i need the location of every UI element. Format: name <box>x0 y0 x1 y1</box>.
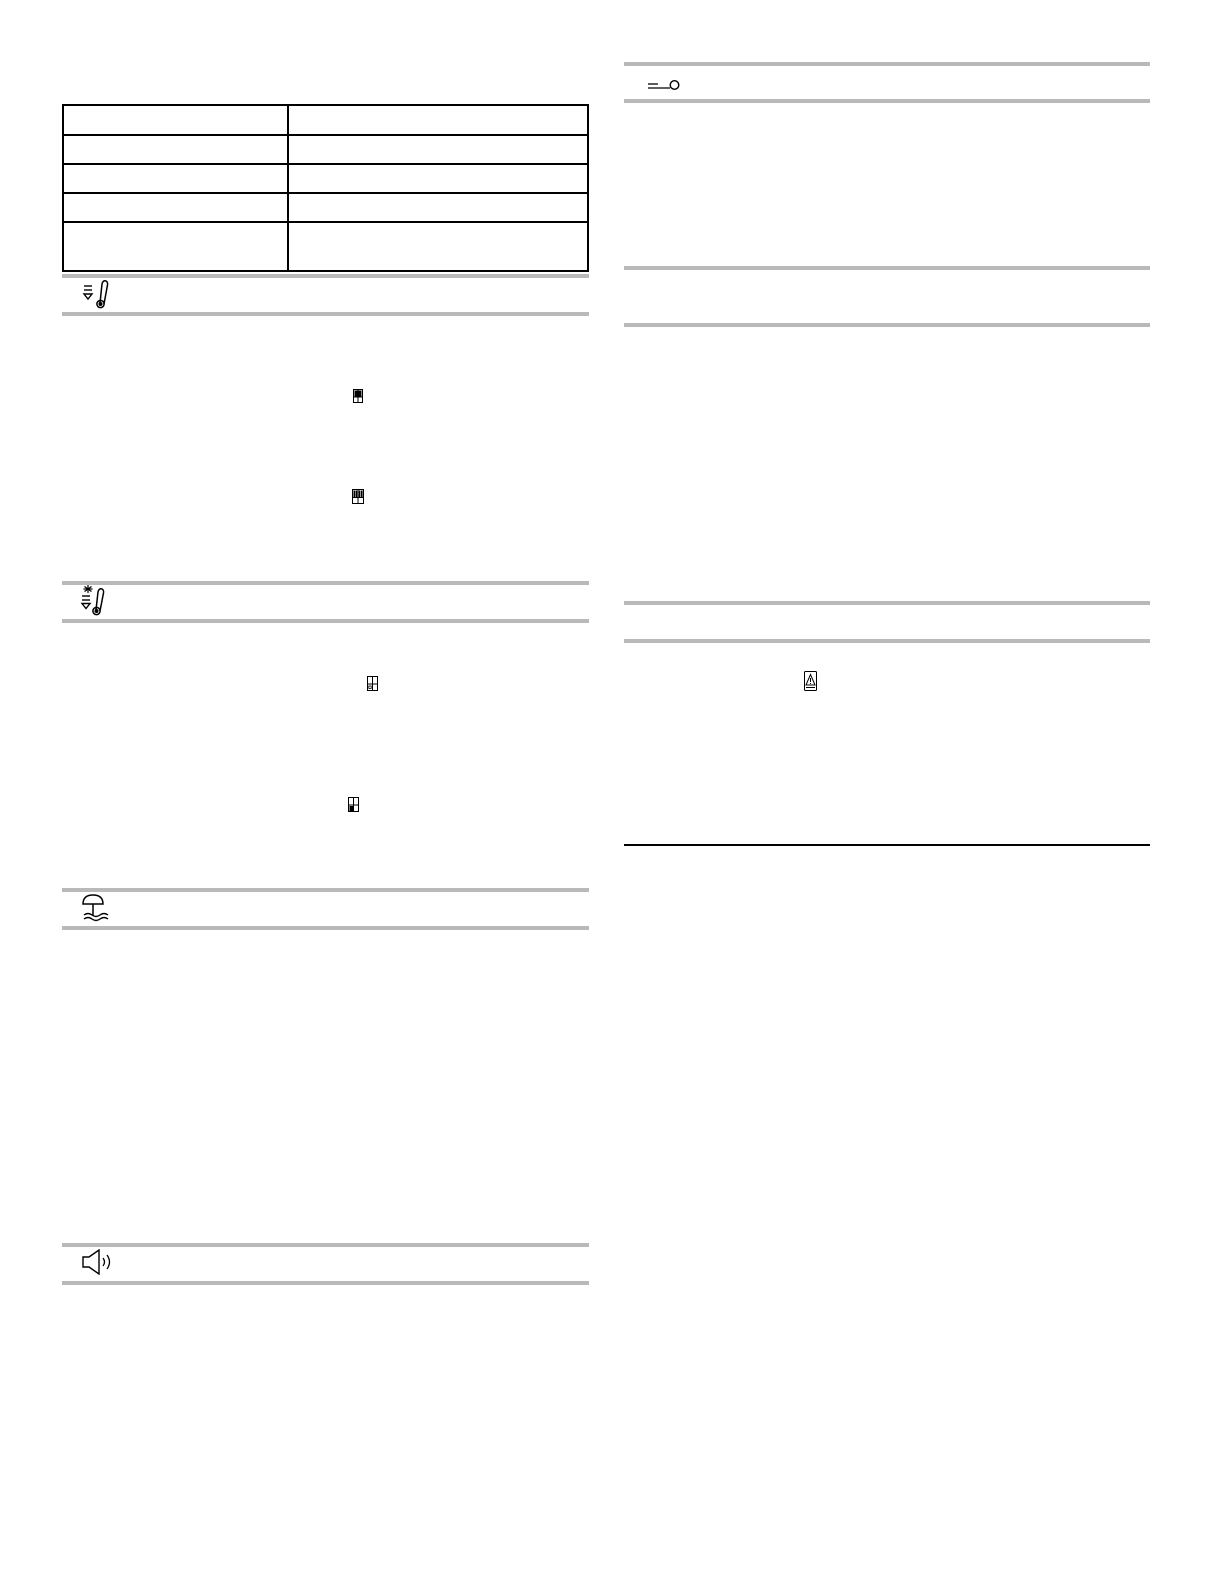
section-divider-top <box>624 601 1150 605</box>
table-row <box>63 193 588 222</box>
section-divider-top <box>62 888 589 892</box>
section-divider-top <box>624 62 1150 66</box>
section-divider-top <box>624 266 1150 270</box>
table-cell <box>63 222 288 271</box>
key-lock-icon <box>646 78 682 94</box>
vacation-umbrella-icon <box>80 893 110 925</box>
column-end-rule <box>624 844 1150 846</box>
section-divider-bottom <box>624 323 1150 327</box>
section-divider-top <box>62 274 589 278</box>
section-divider-bottom <box>62 619 589 623</box>
table-row <box>63 164 588 193</box>
snowflake-thermometer-icon <box>80 584 108 616</box>
table-cell <box>63 135 288 164</box>
table-cell <box>63 164 288 193</box>
freezer-setting-icon-1 <box>367 676 378 691</box>
section-divider-bottom <box>62 926 589 930</box>
table-cell <box>288 135 588 164</box>
table-cell <box>63 193 288 222</box>
section-divider-bottom <box>624 639 1150 643</box>
fridge-setting-icon-1 <box>353 389 363 403</box>
fridge-setting-icon-2 <box>352 489 364 504</box>
table-cell <box>288 222 588 271</box>
table-cell <box>288 105 588 135</box>
thermometer-down-icon <box>82 279 110 309</box>
table-cell <box>63 105 288 135</box>
table-cell <box>288 193 588 222</box>
table-row <box>63 105 588 135</box>
freezer-setting-icon-2 <box>348 797 359 812</box>
section-divider-bottom <box>62 1281 589 1285</box>
filter-alert-icon <box>804 671 817 691</box>
settings-table <box>62 104 589 272</box>
table-row <box>63 135 588 164</box>
speaker-sound-icon <box>82 1249 114 1275</box>
section-divider-top <box>62 581 589 585</box>
table-row <box>63 222 588 271</box>
table-cell <box>288 164 588 193</box>
section-divider-top <box>62 1243 589 1247</box>
section-divider-bottom <box>62 312 589 316</box>
section-divider-bottom <box>624 99 1150 103</box>
